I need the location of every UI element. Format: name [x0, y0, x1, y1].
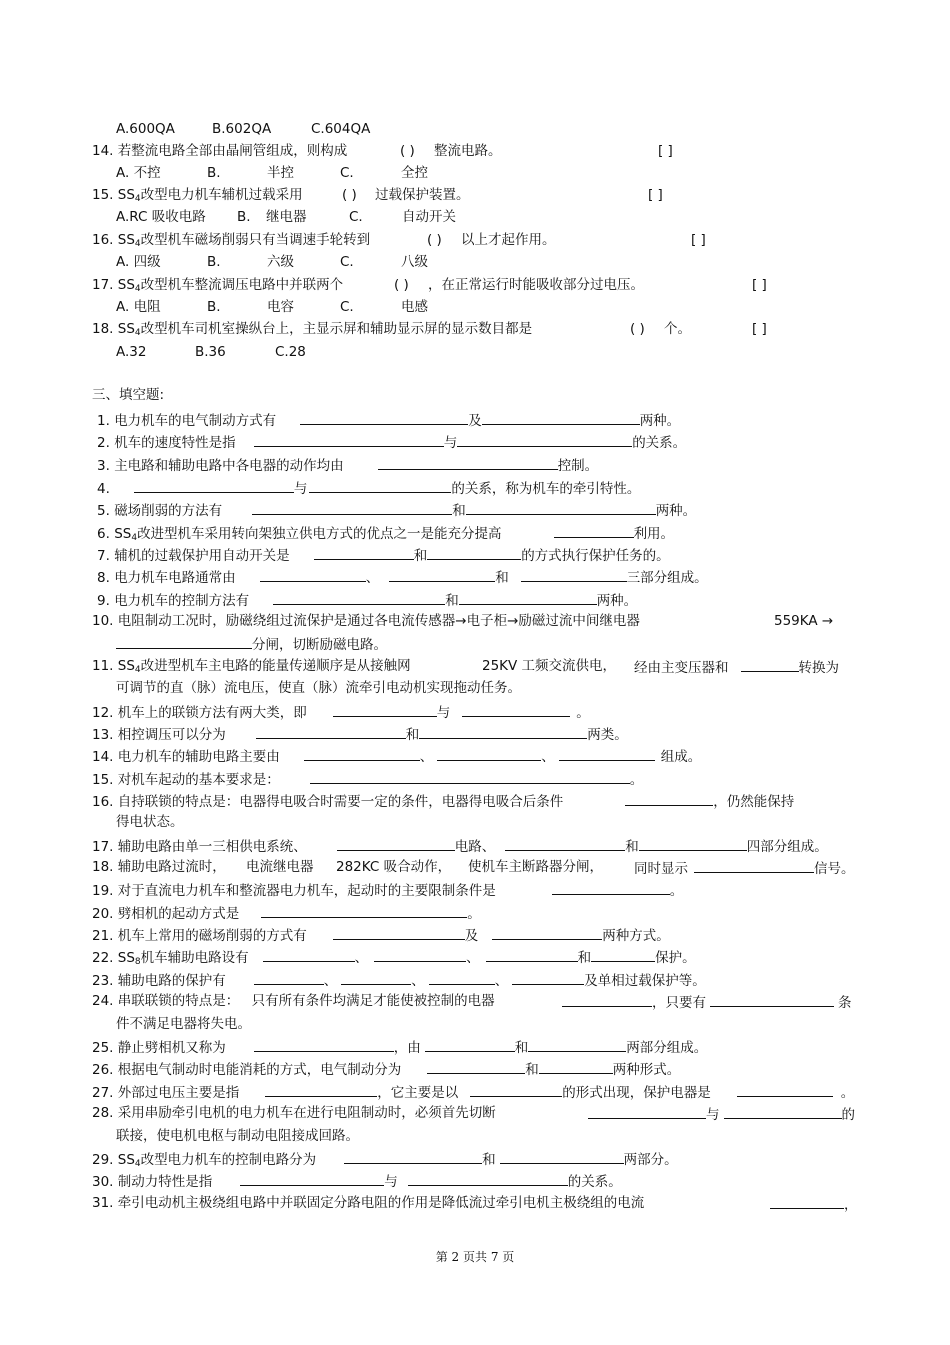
answer-paren: ( ) [400, 143, 415, 159]
answer-blank[interactable] [309, 478, 451, 493]
fill-question-2: 2. 机车的速度特性是指 与 的关系。 [97, 432, 686, 452]
fill-question-10-cont: 分闸，切断励磁电路。 [116, 634, 387, 654]
answer-blank[interactable] [333, 925, 465, 940]
fill-question-31: 31. 牵引电动机主极绕组电路中并联固定分路电阻的作用是降低流过牵引电机主极绕组的电流 [92, 1195, 645, 1211]
fill-question-11-cont: 可调节的直（脉）流电压，使直（脉）流牵引电动机实现拖动任务。 [116, 680, 521, 696]
fill-question-9: 9. 电力机车的控制方法有 和 两种。 [97, 590, 637, 610]
question-number: 17. [92, 277, 114, 293]
answer-blank[interactable] [408, 1171, 568, 1186]
answer-blank[interactable] [639, 836, 747, 851]
answer-blank[interactable] [521, 567, 627, 582]
option-b-text: 继电器 [266, 209, 307, 225]
mc-question-18 [92, 320, 532, 342]
fill-question-6: 6. $SS_4$改进型机车采用转向架独立供电方式的优点之一是能充分提高 利用。 [97, 523, 674, 547]
question-number: 14. [92, 143, 114, 159]
answer-blank[interactable] [724, 1104, 842, 1119]
fill-question-18-b: 同时显示 信号。 [634, 858, 855, 878]
option-a: A.32 [116, 344, 147, 360]
question-text: 改型机车整流调压电路中并联两个 [140, 277, 344, 293]
answer-blank[interactable] [378, 455, 558, 470]
option-b-text: 半控 [267, 165, 294, 181]
option-c-text: 八级 [401, 254, 428, 270]
option-c: C. [349, 209, 363, 225]
answer-blank[interactable] [482, 410, 640, 425]
fill-question-12: 12. 机车上的联锁方法有两大类，即 与 。 [92, 702, 590, 722]
answer-blank[interactable] [300, 410, 468, 425]
fill-question-17: 17. 辅助电路由单一三相供电系统、 电路、 和 四部分组成。 [92, 836, 828, 856]
answer-bracket: [ ] [658, 143, 673, 159]
option-b-text: 六级 [267, 254, 294, 270]
answer-blank[interactable] [562, 992, 652, 1007]
mc-question-15 [92, 186, 303, 208]
fill-question-24-cont: 件不满足电器将失电。 [116, 1016, 251, 1032]
relay-label: 559KA → [774, 613, 834, 629]
fill-question-1: 1. 电力机车的电气制动方式有 及 两种。 [97, 410, 680, 430]
loco-model: $SS_4$ [117, 321, 141, 338]
question-text: 改型电力机车辅机过载采用 [140, 187, 303, 203]
fill-question-5: 5. 磁场削弱的方法有 和 两种。 [97, 500, 696, 520]
fill-question-18: 18. 辅助电路过流时， [92, 859, 226, 875]
loco-model: $SS_4$ [117, 1152, 141, 1169]
question-tail: 整流电路。 [434, 143, 502, 159]
fill-question-8: 8. 电力机车电路通常由 、 和 三部分组成。 [97, 567, 708, 587]
answer-paren: ( ) [342, 187, 357, 203]
loco-model: $SS_4$ [117, 232, 141, 249]
option-a: A. 四级 [116, 254, 161, 270]
question-tail: ，在正常运行时能吸收部分过电压。 [428, 277, 644, 293]
answer-blank[interactable] [265, 1082, 377, 1097]
fill-question-20: 20. 劈相机的起动方式是 。 [92, 903, 481, 923]
option-b: B.36 [195, 344, 226, 360]
answer-blank[interactable] [625, 791, 713, 806]
answer-blank[interactable] [552, 880, 670, 895]
option-a: A.RC 吸收电路 [116, 209, 206, 225]
answer-blank[interactable] [304, 746, 420, 761]
answer-blank[interactable] [710, 992, 834, 1007]
question-tail: 以上才起作用。 [461, 232, 556, 248]
loco-model: $SS_4$ [114, 526, 138, 543]
relay-text: 电流继电器 [246, 859, 314, 875]
answer-blank[interactable] [737, 1082, 833, 1097]
option-a: A. 电阻 [116, 299, 161, 315]
question-text: 改型机车磁场削弱只有当调速手轮转到 [140, 232, 371, 248]
answer-blank[interactable] [254, 1037, 394, 1052]
answer-blank[interactable] [341, 970, 411, 985]
answer-blank[interactable] [437, 746, 541, 761]
answer-blank[interactable] [273, 590, 445, 605]
answer-blank[interactable] [554, 523, 634, 538]
answer-blank[interactable] [770, 1194, 844, 1209]
option-b: B. [207, 254, 221, 270]
fill-question-7: 7. 辅机的过载保护用自动开关是 和 的方式执行保护任务的。 [97, 545, 670, 565]
option-c: C. [340, 254, 354, 270]
answer-blank[interactable] [263, 947, 355, 962]
fill-question-11: 11. $SS_4$改进型机车主电路的能量传递顺序是从接触网 [92, 658, 411, 675]
answer-blank[interactable] [741, 657, 799, 672]
answer-blank[interactable] [470, 1082, 562, 1097]
question-number: 16. [92, 232, 114, 248]
answer-paren: ( ) [394, 277, 409, 293]
q13-option-a: A.600QA [116, 121, 175, 137]
fill-question-19: 19. 对于直流电力机车和整流器电力机车，起动时的主要限制条件是 。 [92, 880, 683, 900]
q13-option-c: C.604QA [311, 121, 371, 137]
answer-blank[interactable] [559, 746, 655, 761]
answer-bracket: [ ] [648, 187, 663, 203]
fill-question-16-cont: 得电状态。 [116, 814, 184, 830]
fill-question-25: 25. 静止劈相机又称为 ，由 和 两部分组成。 [92, 1037, 707, 1057]
breaker-text: 使机车主断路器分闸， [468, 859, 603, 875]
answer-bracket: [ ] [752, 321, 767, 337]
fill-question-27: 27. 外部过电压主要是指 ，它主要是以 的形式出现，保护电器是 。 [92, 1082, 854, 1102]
question-number: 18. [92, 321, 114, 337]
option-c-text: 自动开关 [402, 209, 456, 225]
option-c: C. [340, 165, 354, 181]
option-b-text: 电容 [267, 299, 294, 315]
answer-bracket: [ ] [752, 277, 767, 293]
fill-question-3: 3. 主电路和辅助电路中各电器的动作均由 控制。 [97, 455, 598, 475]
answer-blank[interactable] [374, 947, 466, 962]
answer-blank[interactable] [429, 970, 495, 985]
option-c-text: 电感 [401, 299, 428, 315]
answer-blank[interactable] [425, 1037, 515, 1052]
answer-blank[interactable] [240, 1171, 384, 1186]
answer-blank[interactable] [427, 545, 521, 560]
mc-question-16 [92, 231, 370, 253]
option-c-text: 全控 [401, 165, 428, 181]
answer-blank[interactable] [505, 836, 625, 851]
answer-blank[interactable] [462, 702, 570, 717]
answer-blank[interactable] [252, 500, 452, 515]
question-number: 15. [92, 187, 114, 203]
loco-model: $SS_4$ [117, 187, 141, 204]
mc-question-17 [92, 276, 343, 298]
fill-question-24: 24. 串联联锁的特点是： 只有所有条件均满足才能使被控制的电器 [92, 993, 495, 1009]
answer-blank[interactable] [466, 500, 656, 515]
answer-blank[interactable] [694, 858, 814, 873]
fill-question-14: 14. 电力机车的辅助电路主要由 、 、 组成。 [92, 746, 701, 766]
answer-blank[interactable] [389, 567, 495, 582]
option-b: B. [237, 209, 251, 225]
option-b: B. [207, 299, 221, 315]
fill-question-26: 26. 根据电气制动时电能消耗的方式，电气制动分为 和 两种形式。 [92, 1059, 680, 1079]
fill-question-13: 13. 相控调压可以分为 和 两类。 [92, 724, 628, 744]
option-c: C.28 [275, 344, 306, 360]
fill-question-28-cont: 联接，使电机电枢与制动电阻接成回路。 [116, 1128, 359, 1144]
loco-model: $SS_8$ [117, 950, 141, 967]
answer-blank[interactable] [539, 1059, 613, 1074]
fill-question-31-b: ， [770, 1194, 858, 1214]
supply-text: 25KV 工频交流供电， [482, 658, 617, 674]
fill-question-22: 22. $SS_8$机车辅助电路设有 、 、 和 保护。 [92, 947, 696, 971]
fill-question-28-b: 与 的 [588, 1104, 855, 1124]
answer-blank[interactable] [427, 1059, 525, 1074]
answer-blank[interactable] [134, 478, 294, 493]
question-text: 改型机车司机室操纵台上，主显示屏和辅助显示屏的显示数目都是 [140, 321, 533, 337]
relay-code-text: 282KC 吸合动作， [336, 859, 452, 875]
question-tail: 过载保护装置。 [375, 187, 470, 203]
option-c: C. [340, 299, 354, 315]
answer-blank[interactable] [337, 836, 455, 851]
answer-blank[interactable] [256, 724, 406, 739]
answer-blank[interactable] [588, 1104, 706, 1119]
answer-blank[interactable] [333, 702, 437, 717]
q13-option-b: B.602QA [212, 121, 272, 137]
page-footer: 第 2 页共 7 页 [435, 1250, 515, 1264]
answer-blank[interactable] [310, 769, 630, 784]
answer-blank[interactable] [528, 1037, 626, 1052]
loco-model: $SS_4$ [117, 658, 141, 675]
answer-blank[interactable] [260, 567, 366, 582]
option-a: A. 不控 [116, 165, 161, 181]
fill-question-21: 21. 机车上常用的磁场削弱的方式有 及 两种方式。 [92, 925, 670, 945]
fill-question-11-b: 经由主变压器和 转换为 [634, 657, 839, 677]
fill-question-4: 4. 与 的关系，称为机车的牵引特性。 [97, 478, 640, 498]
answer-blank[interactable] [254, 432, 444, 447]
fill-question-23: 23. 辅助电路的保护有 、 、 、 及单相过载保护等。 [92, 970, 706, 990]
answer-bracket: [ ] [691, 232, 706, 248]
answer-blank[interactable] [591, 947, 655, 962]
fill-question-10: 10. 电阻制动工况时，励磁绕组过流保护是通过各电流传感器→电子柜→励磁过流中间继电器 [92, 613, 640, 629]
section-title: 三、填空题: [92, 387, 165, 403]
fill-question-29: 29. $SS_4$改型电力机车的控制电路分为 和 两部分。 [92, 1149, 678, 1173]
question-tail: 个。 [664, 321, 691, 337]
answer-paren: ( ) [427, 232, 442, 248]
answer-blank[interactable] [500, 1149, 624, 1164]
fill-question-24-b: ，只要有 条 [562, 992, 852, 1012]
fill-question-15: 15. 对机车起动的基本要求是： 。 [92, 769, 643, 789]
loco-model: $SS_4$ [117, 277, 141, 294]
fill-question-28: 28. 采用串励牵引电机的电力机车在进行电阻制动时，必须首先切断 [92, 1105, 496, 1121]
answer-blank[interactable] [116, 634, 252, 649]
answer-blank[interactable] [254, 970, 324, 985]
fill-question-30: 30. 制动力特性是指 与 的关系。 [92, 1171, 622, 1191]
answer-blank[interactable] [314, 545, 414, 560]
answer-blank[interactable] [344, 1149, 482, 1164]
answer-paren: ( ) [630, 321, 645, 337]
answer-blank[interactable] [261, 903, 467, 918]
mc-question-14 [92, 142, 347, 160]
answer-blank[interactable] [459, 590, 597, 605]
option-b: B. [207, 165, 221, 181]
answer-blank[interactable] [492, 925, 602, 940]
answer-blank[interactable] [419, 724, 587, 739]
answer-blank[interactable] [457, 432, 632, 447]
question-text: 若整流电路全部由晶闸管组成，则构成 [117, 143, 348, 159]
fill-question-16: 16. 自持联锁的特点是：电器得电吸合时需要一定的条件，电器得电吸合后条件 ，仍然能保持 [92, 791, 794, 811]
answer-blank[interactable] [486, 947, 578, 962]
answer-blank[interactable] [512, 970, 584, 985]
